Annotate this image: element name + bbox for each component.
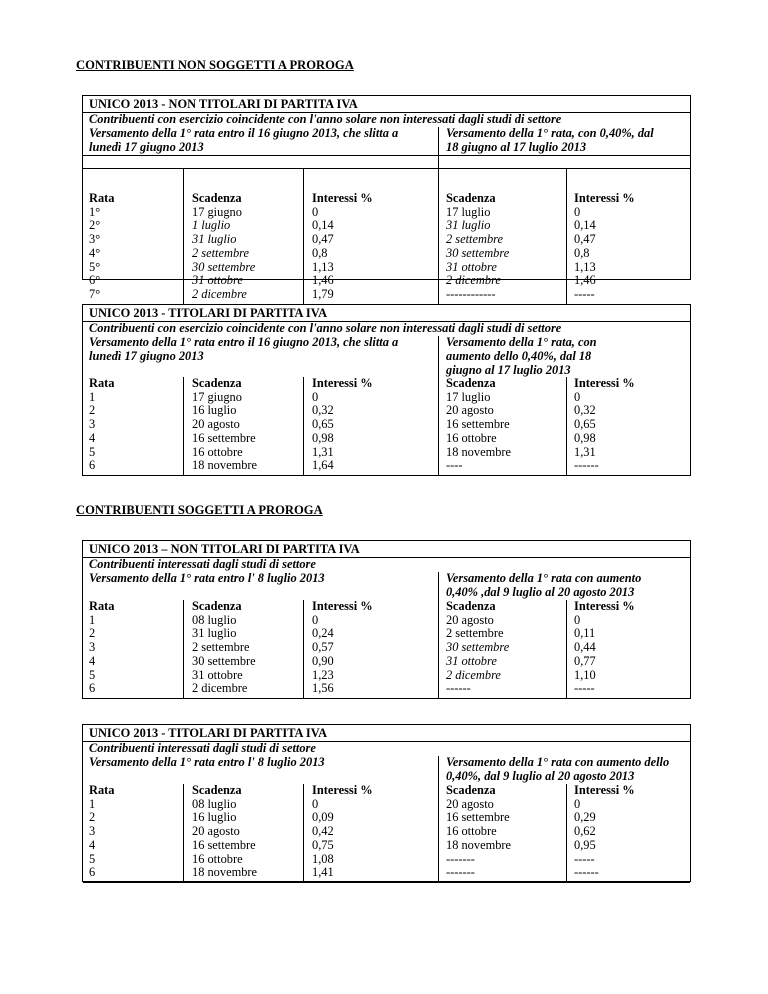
table-cell: 08 luglio — [192, 796, 237, 811]
section-heading-non-proroga: CONTRIBUENTI NON SOGGETTI A PROROGA — [76, 58, 354, 72]
table-cell: 0,75 — [312, 837, 334, 852]
column-header: Interessi % — [312, 191, 373, 205]
table-cell: 30 settembre — [446, 640, 510, 655]
left-note: Versamento della 1° rata entro il 16 giugno 2013, che slitta a — [89, 335, 399, 349]
column-header: Interessi % — [574, 191, 635, 205]
table-cell: 3° — [89, 232, 101, 247]
table-cell: ---- — [446, 458, 463, 473]
table-cell: 6 — [89, 681, 96, 696]
table-cell: 1,46 — [312, 273, 334, 288]
cell-divider — [438, 168, 439, 304]
table-cell: ------- — [446, 865, 475, 880]
table-cell: 0,98 — [312, 430, 334, 445]
table-cell: 1,79 — [312, 286, 334, 301]
table-subtitle: Contribuenti con esercizio coincidente con l'anno solare non interessati dagli studi di settore — [89, 112, 562, 126]
table-cell: ------- — [446, 851, 475, 866]
table-cell: ----- — [574, 681, 595, 696]
table-cell: ----- — [574, 286, 595, 301]
table-cell: 0,29 — [574, 810, 596, 825]
table-cell: 20 agosto — [446, 612, 494, 627]
table-cell: 0,42 — [312, 824, 334, 839]
table-unico-non-titolari-studi — [82, 540, 691, 699]
table-subtitle: Contribuenti con esercizio coincidente con l'anno solare non interessati dagli studi di settore — [89, 321, 562, 335]
right-note: Versamento della 1° rata con aumento — [446, 571, 642, 585]
table-cell: 0,95 — [574, 837, 596, 852]
table-cell: ----- — [574, 851, 595, 866]
table-title: UNICO 2013 - TITOLARI DI PARTITA IVA — [89, 306, 328, 320]
table-cell: 2 — [89, 403, 96, 418]
right-note: 0,40% ,dal 9 luglio al 20 agosto 2013 — [446, 585, 635, 599]
table-cell: 30 settembre — [446, 245, 510, 260]
table-cell: 0,65 — [312, 417, 334, 432]
table-cell: 2 — [89, 626, 96, 641]
table-cell: 0 — [312, 796, 319, 811]
table-body — [83, 600, 690, 698]
table-cell: 3 — [89, 417, 96, 432]
column-header: Scadenza — [192, 599, 242, 613]
table-cell: 31 luglio — [192, 626, 237, 641]
table-cell: 1,64 — [312, 458, 334, 473]
column-header: Interessi % — [312, 376, 373, 390]
cell-divider — [183, 600, 184, 698]
column-header: Scadenza — [192, 783, 242, 797]
table-cell: 1,41 — [312, 865, 334, 880]
column-header: Scadenza — [192, 376, 242, 390]
table-cell: 16 settembre — [446, 810, 510, 825]
table-cell: 4 — [89, 430, 96, 445]
table-cell: 1,23 — [312, 667, 334, 682]
divider — [83, 882, 690, 883]
column-divider — [438, 336, 439, 377]
column-header: Interessi % — [574, 599, 635, 613]
table-cell: 2 — [89, 810, 96, 825]
column-header: Interessi % — [312, 599, 373, 613]
table-cell: 31 ottobre — [192, 667, 243, 682]
table-cell: 0 — [312, 612, 319, 627]
table-cell: 0,90 — [312, 653, 334, 668]
table-cell: 6 — [89, 458, 96, 473]
table-cell: 20 agosto — [192, 824, 240, 839]
left-note: lunedì 17 giugno 2013 — [89, 349, 204, 363]
table-cell: 17 luglio — [446, 204, 491, 219]
table-cell: 0,11 — [574, 626, 596, 641]
right-note: Versamento della 1° rata, con 0,40%, dal — [446, 126, 654, 140]
table-cell: 17 giugno — [192, 204, 242, 219]
table-cell: 1,13 — [574, 259, 596, 274]
table-cell: 18 novembre — [446, 444, 512, 459]
table-cell: 30 settembre — [192, 259, 256, 274]
table-subtitle: Contribuenti interessati dagli studi di settore — [89, 741, 316, 755]
column-divider — [438, 572, 439, 600]
section-heading-proroga: CONTRIBUENTI SOGGETTI A PROROGA — [76, 503, 323, 517]
table-cell: 31 luglio — [446, 218, 491, 233]
table-cell: 6 — [89, 865, 96, 880]
table-cell: 16 ottobre — [446, 824, 497, 839]
cell-divider — [183, 168, 184, 304]
right-note: Versamento della 1° rata, con — [446, 335, 597, 349]
cell-divider — [183, 377, 184, 475]
divider — [83, 155, 690, 156]
table-cell: 0,57 — [312, 640, 334, 655]
table-cell: 0,47 — [574, 232, 596, 247]
table-cell: 1 luglio — [192, 218, 231, 233]
column-header: Scadenza — [192, 191, 242, 205]
table-cell: 1,31 — [312, 444, 334, 459]
table-cell: 18 novembre — [192, 865, 258, 880]
table-cell: 18 novembre — [192, 458, 258, 473]
table-cell: 16 ottobre — [446, 430, 497, 445]
right-note: Versamento della 1° rata con aumento dello — [446, 755, 670, 769]
table-cell: 17 luglio — [446, 389, 491, 404]
column-header: Rata — [89, 191, 115, 205]
table-cell: 1,46 — [574, 273, 596, 288]
table-cell: 0,65 — [574, 417, 596, 432]
table-cell: 0 — [574, 796, 581, 811]
table-body — [83, 168, 690, 301]
table-cell: 0,14 — [312, 218, 334, 233]
column-header: Interessi % — [312, 783, 373, 797]
table-title: UNICO 2013 - NON TITOLARI DI PARTITA IVA — [89, 97, 358, 111]
cell-divider — [303, 168, 304, 304]
table-cell: 16 settembre — [446, 417, 510, 432]
table-unico-titolari-studi — [82, 724, 691, 882]
table-subtitle: Contribuenti interessati dagli studi di settore — [89, 557, 316, 571]
column-divider — [438, 155, 439, 168]
table-cell: 7° — [89, 286, 101, 301]
column-header: Rata — [89, 599, 115, 613]
table-cell: 0,8 — [574, 245, 590, 260]
table-title: UNICO 2013 – NON TITOLARI DI PARTITA IVA — [89, 542, 360, 556]
table-cell: 1,08 — [312, 851, 334, 866]
cell-divider — [566, 600, 567, 698]
table-cell: 0,77 — [574, 653, 596, 668]
table-body — [83, 377, 690, 475]
column-header: Scadenza — [446, 191, 496, 205]
table-cell: 5 — [89, 444, 96, 459]
table-title: UNICO 2013 - TITOLARI DI PARTITA IVA — [89, 726, 328, 740]
right-note: giugno al 17 luglio 2013 — [446, 363, 571, 377]
divider — [83, 475, 690, 476]
left-note: Versamento della 1° rata entro l' 8 luglio 2013 — [89, 755, 325, 769]
table-unico-titolari-non-studi — [82, 304, 691, 476]
table-unico-non-titolari-non-studi — [82, 95, 691, 301]
table-cell: 2 settembre — [192, 640, 250, 655]
table-cell: 1 — [89, 612, 96, 627]
table-cell: 16 settembre — [192, 837, 256, 852]
table-cell: 2 dicembre — [446, 273, 501, 288]
table-cell: 0 — [574, 204, 581, 219]
table-cell: 5 — [89, 667, 96, 682]
table-cell: 20 agosto — [446, 403, 494, 418]
table-cell: 16 settembre — [192, 430, 256, 445]
table-cell: 3 — [89, 640, 96, 655]
table-cell: ------ — [574, 458, 599, 473]
cell-divider — [438, 377, 439, 475]
table-cell: 20 agosto — [446, 796, 494, 811]
table-cell: 31 ottobre — [446, 259, 497, 274]
table-cell: 0 — [574, 389, 581, 404]
left-note: lunedì 17 giugno 2013 — [89, 140, 204, 154]
column-header: Scadenza — [446, 783, 496, 797]
column-header: Scadenza — [446, 376, 496, 390]
table-cell: 1,13 — [312, 259, 334, 274]
table-cell: 31 ottobre — [446, 653, 497, 668]
table-cell: 2 settembre — [446, 232, 504, 247]
table-cell: 16 luglio — [192, 810, 237, 825]
cell-divider — [303, 784, 304, 882]
table-cell: 4° — [89, 245, 101, 260]
table-cell: 0 — [312, 204, 319, 219]
table-cell: 6° — [89, 273, 101, 288]
column-header: Rata — [89, 783, 115, 797]
table-cell: 1,56 — [312, 681, 334, 696]
table-cell: 0,62 — [574, 824, 596, 839]
column-header: Interessi % — [574, 783, 635, 797]
left-note: Versamento della 1° rata entro il 16 giugno 2013, che slitta a — [89, 126, 399, 140]
table-cell: ------ — [446, 681, 471, 696]
table-cell: 3 — [89, 824, 96, 839]
table-cell: 0 — [574, 612, 581, 627]
column-header: Interessi % — [574, 376, 635, 390]
table-cell: 1° — [89, 204, 101, 219]
table-cell: 31 luglio — [192, 232, 237, 247]
table-cell: 08 luglio — [192, 612, 237, 627]
table-cell: 5° — [89, 259, 101, 274]
table-cell: 17 giugno — [192, 389, 242, 404]
column-header: Rata — [89, 376, 115, 390]
table-cell: 31 ottobre — [192, 273, 243, 288]
cell-divider — [438, 600, 439, 698]
cell-divider — [438, 784, 439, 882]
table-cell: 1 — [89, 796, 96, 811]
right-note: 0,40%, dal 9 luglio al 20 agosto 2013 — [446, 769, 635, 783]
table-cell: 4 — [89, 653, 96, 668]
cell-divider — [566, 377, 567, 475]
left-note: Versamento della 1° rata entro l' 8 luglio 2013 — [89, 571, 325, 585]
table-cell: 2 dicembre — [192, 681, 248, 696]
table-cell: 0,14 — [574, 218, 596, 233]
column-divider — [438, 756, 439, 784]
table-cell: 2 settembre — [446, 626, 504, 641]
table-cell: 2 settembre — [192, 245, 250, 260]
table-cell: 16 ottobre — [192, 851, 243, 866]
table-cell: 20 agosto — [192, 417, 240, 432]
table-cell: 30 settembre — [192, 653, 256, 668]
right-note: 18 giugno al 17 luglio 2013 — [446, 140, 587, 154]
table-cell: 4 — [89, 837, 96, 852]
table-cell: 0,47 — [312, 232, 334, 247]
table-cell: 1,31 — [574, 444, 596, 459]
table-cell: 1,10 — [574, 667, 596, 682]
cell-divider — [303, 600, 304, 698]
table-cell: 0,32 — [312, 403, 334, 418]
right-note: aumento dello 0,40%, dal 18 — [446, 349, 592, 363]
table-cell: 1 — [89, 389, 96, 404]
table-cell: 0,24 — [312, 626, 334, 641]
column-header: Scadenza — [446, 599, 496, 613]
table-cell: ------ — [574, 865, 599, 880]
table-cell: 5 — [89, 851, 96, 866]
table-cell: 2 dicembre — [192, 286, 247, 301]
table-cell: 2° — [89, 218, 101, 233]
table-cell: 0,44 — [574, 640, 596, 655]
cell-divider — [303, 377, 304, 475]
table-cell: 16 luglio — [192, 403, 237, 418]
table-cell: 0,8 — [312, 245, 328, 260]
table-cell: 2 dicembre — [446, 667, 501, 682]
table-cell: 0,32 — [574, 403, 596, 418]
table-cell: 0,98 — [574, 430, 596, 445]
table-cell: 0 — [312, 389, 319, 404]
column-divider — [438, 127, 439, 155]
table-cell: ------------ — [446, 286, 496, 301]
table-body — [83, 784, 690, 881]
table-cell: 18 novembre — [446, 837, 512, 852]
cell-divider — [183, 784, 184, 882]
table-cell: 0,09 — [312, 810, 334, 825]
divider — [83, 698, 690, 699]
cell-divider — [566, 784, 567, 882]
cell-divider — [566, 168, 567, 304]
table-cell: 16 ottobre — [192, 444, 243, 459]
